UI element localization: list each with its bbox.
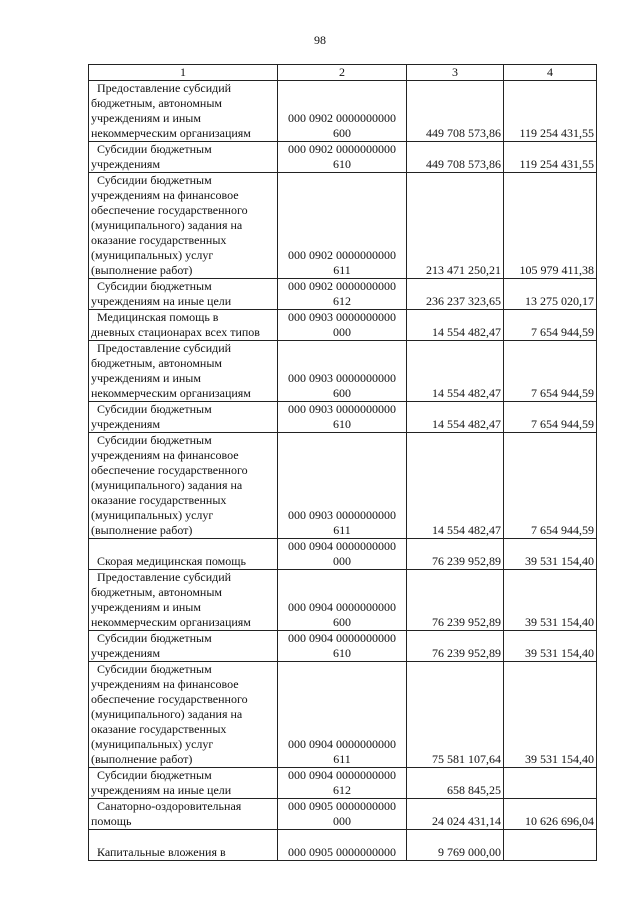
- amount-col3-cell-text: 9 769 000,00: [438, 845, 501, 859]
- budget-code-cell-text: 000 0904 0000000000 612: [288, 768, 396, 797]
- amount-col4-cell: [504, 279, 597, 310]
- amount-col4-cell: [504, 81, 597, 142]
- amount-col3-cell-text: 14 554 482,47: [432, 325, 501, 339]
- item-name-cell: [89, 310, 278, 341]
- item-name-cell: [89, 539, 278, 570]
- amount-col4-cell-text: 39 531 154,40: [525, 752, 594, 766]
- amount-col4-cell: [504, 433, 597, 539]
- table-header-row: [89, 65, 597, 81]
- amount-col3-cell: [407, 631, 504, 662]
- item-name-cell: [89, 142, 278, 173]
- budget-code-cell: [278, 539, 407, 570]
- budget-code-cell-text: 000 0904 0000000000 611: [288, 737, 396, 766]
- budget-code-cell: [278, 279, 407, 310]
- amount-col3-cell: [407, 433, 504, 539]
- item-name-cell-text: Субсидии бюджетным учреждениям на финансовое обеспечение государственного (муниципального) задания на оказание государственных (муниципальных) услуг (выполнение работ): [91, 662, 248, 766]
- amount-col3-cell-text: 24 024 431,14: [432, 814, 501, 828]
- table-row: [89, 631, 597, 662]
- item-name-cell: [89, 662, 278, 768]
- amount-col3-cell: [407, 81, 504, 142]
- item-name-cell-text: Субсидии бюджетным учреждениям: [91, 631, 212, 660]
- item-name-cell: [89, 173, 278, 279]
- amount-col3-cell: [407, 310, 504, 341]
- budget-code-cell-text: 000 0902 0000000000 612: [288, 279, 396, 308]
- budget-code-cell-text: 000 0905 0000000000: [288, 845, 396, 859]
- budget-code-cell: [278, 799, 407, 830]
- table-row: [89, 142, 597, 173]
- budget-code-cell: [278, 310, 407, 341]
- page-number: 98: [314, 33, 326, 47]
- header-col-2: 2: [278, 65, 407, 81]
- amount-col4-cell: [504, 799, 597, 830]
- amount-col3-cell-text: 14 554 482,47: [432, 386, 501, 400]
- item-name-cell-text: Предоставление субсидий бюджетным, автономным учреждениям и иным некоммерческим организациям: [91, 341, 251, 400]
- budget-code-cell-text: 000 0902 0000000000 600: [288, 111, 396, 140]
- amount-col3-cell-text: 76 239 952,89: [432, 615, 501, 629]
- table-row: [89, 799, 597, 830]
- amount-col3-cell: [407, 539, 504, 570]
- amount-col3-cell-text: 449 708 573,86: [426, 126, 501, 140]
- budget-code-cell: [278, 402, 407, 433]
- budget-code-cell: [278, 341, 407, 402]
- budget-code-cell: [278, 768, 407, 799]
- table-row: [89, 402, 597, 433]
- amount-col4-cell-text: 7 654 944,59: [531, 386, 594, 400]
- budget-code-cell-text: 000 0904 0000000000 610: [288, 631, 396, 660]
- amount-col3-cell-text: 213 471 250,21: [426, 263, 501, 277]
- amount-col4-cell: [504, 570, 597, 631]
- budget-code-cell: [278, 173, 407, 279]
- table-row: [89, 768, 597, 799]
- item-name-cell-text: Субсидии бюджетным учреждениям на иные цели: [91, 279, 232, 308]
- amount-col4-cell: [504, 830, 597, 861]
- table-row: [89, 570, 597, 631]
- budget-code-cell-text: 000 0902 0000000000 610: [288, 142, 396, 171]
- budget-code-cell-text: 000 0903 0000000000 000: [288, 310, 396, 339]
- amount-col4-cell: [504, 539, 597, 570]
- item-name-cell-text: Субсидии бюджетным учреждениям: [91, 142, 212, 171]
- amount-col3-cell: [407, 341, 504, 402]
- item-name-cell: [89, 433, 278, 539]
- amount-col4-cell-text: 105 979 411,38: [519, 263, 594, 277]
- amount-col3-cell-text: 75 581 107,64: [432, 752, 501, 766]
- amount-col3-cell-text: 76 239 952,89: [432, 646, 501, 660]
- item-name-cell: [89, 830, 278, 861]
- table-row: [89, 539, 597, 570]
- amount-col3-cell: [407, 402, 504, 433]
- item-name-cell-text: Субсидии бюджетным учреждениям на иные цели: [91, 768, 232, 797]
- amount-col4-cell-text: 39 531 154,40: [525, 554, 594, 568]
- amount-col3-cell: [407, 830, 504, 861]
- table-row: [89, 830, 597, 861]
- item-name-cell-text: Предоставление субсидий бюджетным, автономным учреждениям и иным некоммерческим организациям: [91, 81, 251, 140]
- amount-col4-cell-text: 7 654 944,59: [531, 325, 594, 339]
- budget-code-cell: [278, 433, 407, 539]
- amount-col3-cell: [407, 768, 504, 799]
- budget-code-cell-text: 000 0903 0000000000 610: [288, 402, 396, 431]
- amount-col4-cell-text: 39 531 154,40: [525, 615, 594, 629]
- budget-code-cell-text: 000 0905 0000000000 000: [288, 799, 396, 828]
- table-row: [89, 81, 597, 142]
- amount-col3-cell: [407, 173, 504, 279]
- budget-code-cell: [278, 830, 407, 861]
- amount-col4-cell: [504, 173, 597, 279]
- item-name-cell-text: Капитальные вложения в: [97, 845, 226, 859]
- amount-col3-cell-text: 658 845,25: [447, 783, 501, 797]
- budget-code-cell-text: 000 0902 0000000000 611: [288, 248, 396, 277]
- header-col-4: 4: [504, 65, 597, 81]
- amount-col4-cell-text: 10 626 696,04: [525, 814, 594, 828]
- amount-col3-cell: [407, 662, 504, 768]
- item-name-cell: [89, 799, 278, 830]
- table-row: [89, 173, 597, 279]
- table-row: [89, 433, 597, 539]
- amount-col4-cell-text: 7 654 944,59: [531, 417, 594, 431]
- amount-col3-cell-text: 14 554 482,47: [432, 523, 501, 537]
- amount-col4-cell: [504, 768, 597, 799]
- amount-col4-cell-text: 39 531 154,40: [525, 646, 594, 660]
- amount-col4-cell: [504, 142, 597, 173]
- budget-code-cell-text: 000 0903 0000000000 600: [288, 371, 396, 400]
- amount-col3-cell: [407, 279, 504, 310]
- budget-code-cell-text: 000 0904 0000000000 000: [288, 539, 396, 568]
- table-row: [89, 310, 597, 341]
- budget-code-cell-text: 000 0903 0000000000 611: [288, 508, 396, 537]
- item-name-cell-text: Субсидии бюджетным учреждениям: [91, 402, 212, 431]
- amount-col4-cell-text: 13 275 020,17: [525, 294, 594, 308]
- item-name-cell: [89, 81, 278, 142]
- item-name-cell-text: Медицинская помощь в дневных стационарах всех типов: [91, 310, 260, 339]
- item-name-cell-text: Предоставление субсидий бюджетным, автономным учреждениям и иным некоммерческим организациям: [91, 570, 251, 629]
- amount-col3-cell-text: 236 237 323,65: [426, 294, 501, 308]
- budget-code-cell: [278, 142, 407, 173]
- item-name-cell-text: Санаторно-оздоровительная помощь: [91, 799, 242, 828]
- amount-col4-cell: [504, 310, 597, 341]
- item-name-cell: [89, 341, 278, 402]
- header-col-1: 1: [89, 65, 278, 81]
- item-name-cell-text: Субсидии бюджетным учреждениям на финансовое обеспечение государственного (муниципального) задания на оказание государственных (муниципальных) услуг (выполнение работ): [91, 173, 248, 277]
- table-row: [89, 279, 597, 310]
- amount-col3-cell: [407, 799, 504, 830]
- item-name-cell-text: Субсидии бюджетным учреждениям на финансовое обеспечение государственного (муниципального) задания на оказание государственных (муниципальных) услуг (выполнение работ): [91, 433, 248, 537]
- amount-col3-cell-text: 76 239 952,89: [432, 554, 501, 568]
- amount-col4-cell-text: 119 254 431,55: [519, 126, 594, 140]
- amount-col4-cell: [504, 402, 597, 433]
- budget-code-cell: [278, 81, 407, 142]
- item-name-cell: [89, 402, 278, 433]
- budget-table: [88, 64, 597, 861]
- amount-col3-cell-text: 449 708 573,86: [426, 157, 501, 171]
- budget-code-cell: [278, 570, 407, 631]
- budget-code-cell: [278, 662, 407, 768]
- amount-col4-cell-text: 7 654 944,59: [531, 523, 594, 537]
- table-row: [89, 662, 597, 768]
- item-name-cell: [89, 631, 278, 662]
- item-name-cell: [89, 768, 278, 799]
- amount-col3-cell: [407, 142, 504, 173]
- amount-col4-cell-text: 119 254 431,55: [519, 157, 594, 171]
- amount-col4-cell: [504, 631, 597, 662]
- budget-code-cell-text: 000 0904 0000000000 600: [288, 600, 396, 629]
- item-name-cell: [89, 570, 278, 631]
- amount-col4-cell: [504, 341, 597, 402]
- item-name-cell: [89, 279, 278, 310]
- amount-col3-cell: [407, 570, 504, 631]
- budget-code-cell: [278, 631, 407, 662]
- table-row: [89, 341, 597, 402]
- amount-col3-cell-text: 14 554 482,47: [432, 417, 501, 431]
- amount-col4-cell: [504, 662, 597, 768]
- item-name-cell-text: Скорая медицинская помощь: [97, 554, 246, 568]
- header-col-3: 3: [407, 65, 504, 81]
